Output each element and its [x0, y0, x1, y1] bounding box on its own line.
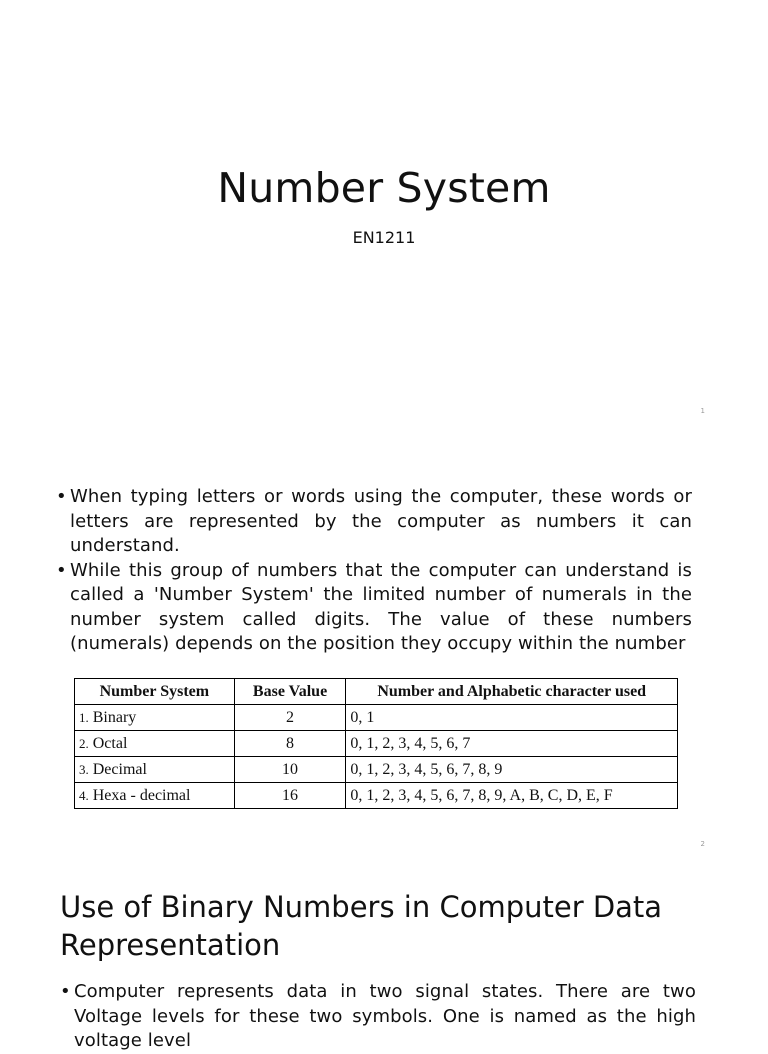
row-index: 3.	[79, 761, 89, 777]
table-row	[75, 783, 678, 809]
system-name: Binary	[92, 708, 137, 726]
row-index: 4.	[79, 787, 89, 803]
system-name: Octal	[92, 734, 128, 752]
system-name-cell	[75, 705, 235, 731]
table-header-row	[75, 679, 678, 705]
slide-subtitle: EN1211	[352, 228, 416, 247]
system-name-cell	[75, 783, 235, 809]
slide-2	[0, 430, 768, 862]
column-header: Base Value	[234, 679, 346, 705]
bullet-item	[56, 485, 692, 559]
row-index: 2.	[79, 735, 89, 751]
slide-title: Use of Binary Numbers in Computer Data Representation	[60, 890, 663, 962]
slide-number: 1	[700, 407, 705, 415]
column-header: Number and Alphabetic character used	[346, 679, 678, 705]
base-value-cell: 8	[234, 731, 346, 757]
number-system-table	[74, 678, 678, 809]
characters-cell: 0, 1, 2, 3, 4, 5, 6, 7, 8, 9	[346, 757, 678, 783]
system-name: Decimal	[92, 760, 147, 778]
system-name: Hexa - decimal	[92, 786, 191, 804]
slide-title: Number System	[217, 164, 551, 212]
characters-cell: 0, 1	[346, 705, 678, 731]
slide-1	[0, 0, 768, 430]
bullet-item	[60, 980, 696, 1054]
bullet-text: Computer represents data in two signal states. There are two Voltage levels for these two symbols. One is named as the high voltage level	[74, 981, 696, 1051]
bullet-icon: •	[60, 981, 71, 1002]
characters-cell: 0, 1, 2, 3, 4, 5, 6, 7	[346, 731, 678, 757]
system-name-cell	[75, 757, 235, 783]
bullet-list	[60, 980, 696, 1054]
bullet-icon: •	[56, 486, 67, 507]
slide-3	[0, 862, 768, 1051]
column-header: Number System	[75, 679, 235, 705]
base-value-cell: 2	[234, 705, 346, 731]
table-row	[75, 757, 678, 783]
bullet-item	[56, 559, 692, 657]
bullet-list	[56, 485, 692, 657]
bullet-icon: •	[56, 559, 67, 581]
bullet-text: While this group of numbers that the computer can understand is called a 'Number System' the limited number of numerals in the number system called digits. The value of these numbers (numerals) depends on the position they occupy within the number	[70, 559, 692, 654]
base-value-cell: 16	[234, 783, 346, 809]
table-row	[75, 731, 678, 757]
characters-cell: 0, 1, 2, 3, 4, 5, 6, 7, 8, 9, A, B, C, D, E, F	[346, 783, 678, 809]
slide-number: 2	[700, 840, 705, 848]
table-row	[75, 705, 678, 731]
bullet-text: When typing letters or words using the computer, these words or letters are represented by the computer as numbers it can understand.	[70, 486, 692, 556]
base-value-cell: 10	[234, 757, 346, 783]
system-name-cell	[75, 731, 235, 757]
row-index: 1.	[79, 709, 89, 725]
